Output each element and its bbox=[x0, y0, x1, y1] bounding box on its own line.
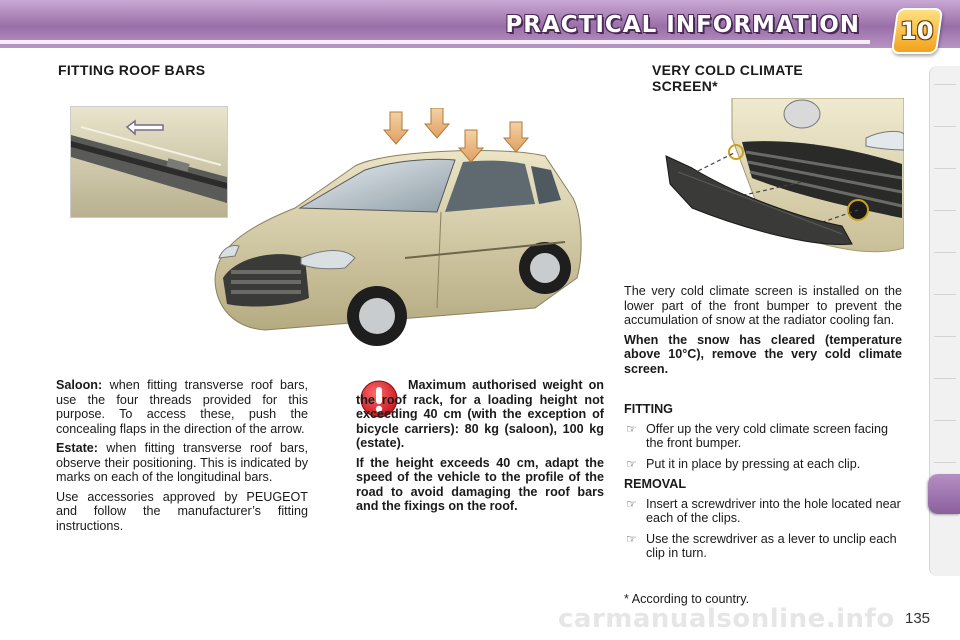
saloon-paragraph bbox=[56, 378, 308, 436]
estate-label: Estate: bbox=[56, 441, 98, 455]
pointing-hand-icon: ☞ bbox=[626, 531, 637, 546]
car-roof-photo bbox=[205, 108, 595, 353]
pointing-hand-icon: ☞ bbox=[626, 496, 637, 511]
estate-text: when fitting transverse roof bars, observe their positioning. This is indicated by marks on each of the longitudinal bars. bbox=[56, 441, 308, 484]
side-tab-divider bbox=[934, 210, 956, 211]
chapter-title: PRACTICAL INFORMATION bbox=[505, 12, 860, 38]
removal-steps-list bbox=[624, 497, 902, 561]
side-tab-chapter-10[interactable] bbox=[928, 474, 960, 514]
fitting-removal-steps bbox=[624, 402, 902, 567]
estate-paragraph bbox=[56, 441, 308, 485]
warning-height-advice: If the height exceeds 40 cm, adapt the speed of the vehicle to the profile of the road to avoid damaging the roof bars and the fixings on the roof. bbox=[356, 455, 604, 513]
car-illustration bbox=[205, 108, 595, 353]
accessories-paragraph: Use accessories approved by PEUGEOT and follow the manufacturer’s fitting instructions. bbox=[56, 489, 308, 533]
cold-screen-heading: VERY COLD CLIMATE SCREEN* bbox=[652, 62, 804, 94]
removal-step: ☞ Use the screwdriver as a lever to unclip each clip in turn. bbox=[626, 531, 897, 560]
side-tab-divider bbox=[934, 294, 956, 295]
watermark: carmanualsonline.info bbox=[558, 604, 895, 634]
side-tab-divider bbox=[934, 336, 956, 337]
roof-load-warning bbox=[356, 378, 604, 519]
footnote: * According to country. bbox=[624, 592, 750, 606]
pointing-hand-icon: ☞ bbox=[626, 421, 637, 436]
side-tab-divider bbox=[934, 252, 956, 253]
cold-screen-intro: The very cold climate screen is installed on the lower part of the front bumper to prevent the accumulation of snow at the radiator cooling fan. bbox=[624, 284, 902, 327]
side-tab-divider bbox=[934, 168, 956, 169]
cold-screen-removal-note: When the snow has cleared (temperature above 10°C), remove the very cold climate screen. bbox=[624, 332, 902, 376]
pointing-hand-icon: ☞ bbox=[626, 456, 637, 471]
roof-flap-illustration bbox=[71, 107, 227, 217]
removal-step: ☞ Insert a screwdriver into the hole located near each of the clips. bbox=[626, 496, 901, 525]
page-number: 135 bbox=[905, 610, 931, 627]
cold-screen-photo bbox=[652, 98, 904, 274]
roof-bars-instructions bbox=[56, 378, 308, 538]
side-tab-divider bbox=[934, 462, 956, 463]
chapter-number: 10 bbox=[900, 17, 934, 45]
fitting-step: ☞ Put it in place by pressing at each clip. bbox=[626, 456, 861, 471]
side-tab-divider bbox=[934, 378, 956, 379]
side-tab-divider bbox=[934, 126, 956, 127]
fitting-step: ☞ Offer up the very cold climate screen facing the front bumper. bbox=[626, 421, 888, 450]
cold-screen-text bbox=[624, 284, 902, 381]
bumper-illustration bbox=[652, 98, 904, 274]
fitting-steps-list bbox=[624, 422, 902, 472]
side-tab-divider bbox=[934, 84, 956, 85]
side-tab-divider bbox=[934, 420, 956, 421]
chapter-number-badge bbox=[891, 8, 943, 54]
roof-bars-heading: FITTING ROOF BARS bbox=[58, 62, 206, 78]
warning-load-limit: Maximum authorised weight on the roof rack, for a loading height not exceeding 40 cm (with the exception of bicycle carriers): 80 kg (saloon), 100 kg (estate). bbox=[356, 378, 604, 450]
saloon-text: when fitting transverse roof bars, use the four threads provided for this purpose. To access these, push the concealing flaps in the direction of the arrow. bbox=[56, 378, 308, 436]
header-rule bbox=[0, 40, 870, 44]
saloon-label: Saloon: bbox=[56, 378, 103, 392]
removal-heading: REMOVAL bbox=[624, 477, 687, 491]
fitting-heading: FITTING bbox=[624, 402, 673, 416]
header-band bbox=[0, 0, 960, 48]
